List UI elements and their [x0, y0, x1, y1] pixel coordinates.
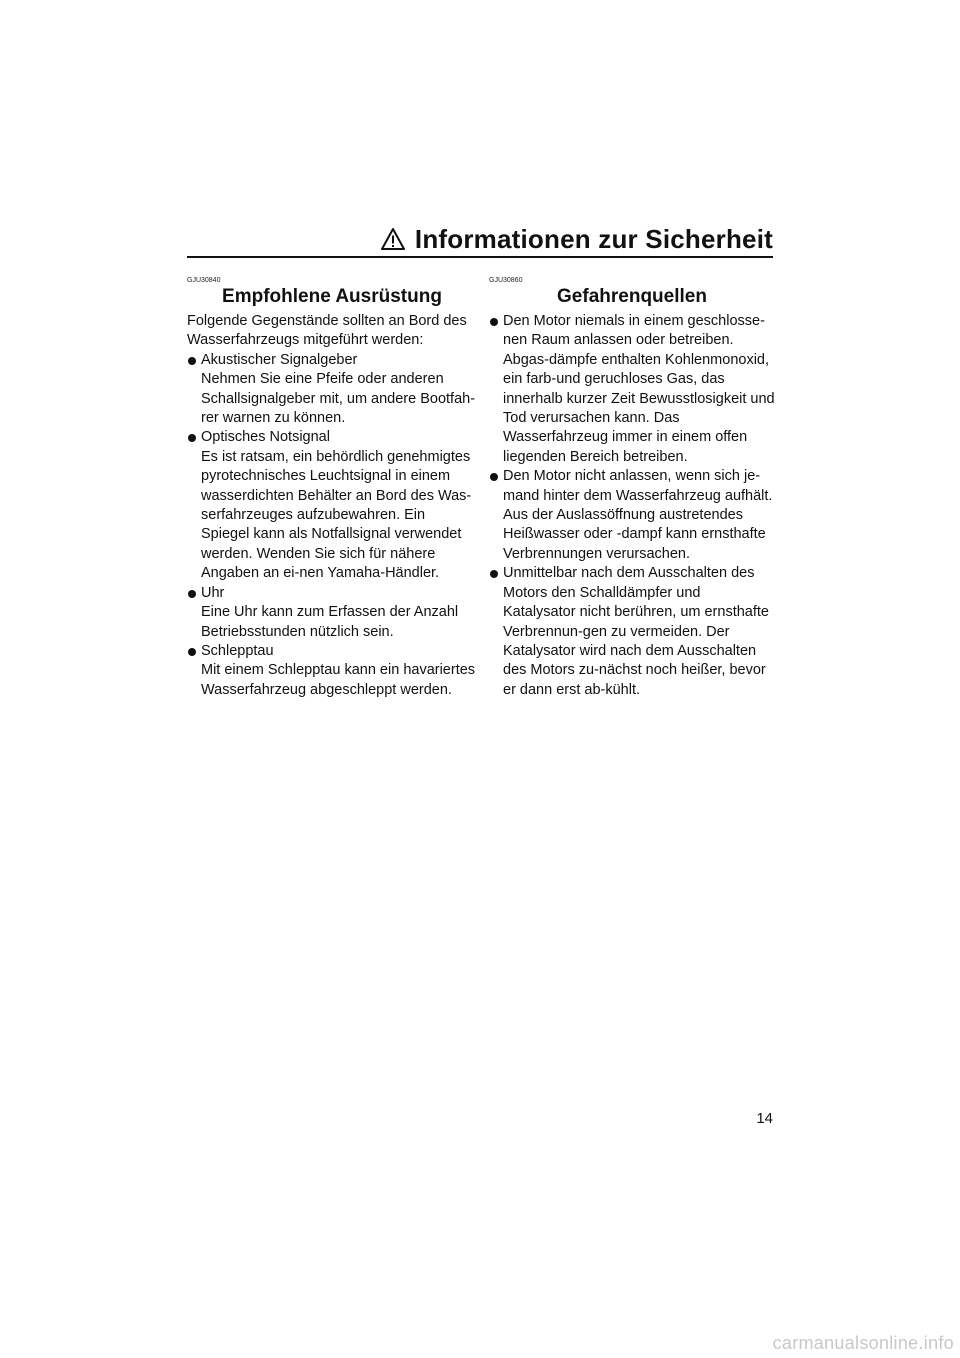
- intro-paragraph: Folgende Gegenstände sollten an Bord des Wasserfahrzeugs mitgeführt werden:: [187, 313, 467, 349]
- list-item-text: Nehmen Sie eine Pfeife oder anderen Schallsignalgeber mit, um andere Bootfah-rer warnen zu können.: [201, 371, 476, 427]
- page-header: [187, 224, 773, 258]
- list-item-title: Optisches Notsignal: [201, 429, 330, 446]
- section-code: GJU30840: [187, 277, 221, 284]
- bullet-icon: [188, 590, 196, 598]
- hazards-list: [489, 312, 775, 700]
- page-title: Informationen zur Sicherheit: [414, 224, 773, 254]
- list-item-title: Uhr: [201, 584, 225, 601]
- list-item-text: Den Motor niemals in einem geschlosse-nen Raum anlassen oder betreiben. Abgas-dämpfe enthalten Kohlenmonoxid, ein farb-und geruchloses Gas, das innerhalb kurzer Zeit Bewusstlosigkeit und Tod verursachen kann. Das Wasserfahrzeug immer in einem offen liegenden Bereich betreiben.: [503, 313, 775, 465]
- list-item-text: Den Motor nicht anlassen, wenn sich je-mand hinter dem Wasserfahrzeug aufhält. Aus der Auslassöffnung austretendes Heißwasser oder -dampf kann ernsthafte Verbrennungen verursachen.: [503, 468, 773, 562]
- bullet-icon: [188, 357, 196, 365]
- section-code: GJU30860: [489, 277, 523, 284]
- list-item-title: Schlepptau: [201, 642, 274, 659]
- bullet-icon: [490, 318, 498, 326]
- list-item-text: Es ist ratsam, ein behördlich genehmigtes pyrotechnisches Leuchtsignal in einem wasserdichten Behälter an Bord des Was-serfahrzeuges aufzubewahren. Ein Spiegel kann als Notfallsignal verwendet werden. Wenden Sie sich für nähere Angaben an ei-nen Yamaha-Händler.: [201, 448, 472, 582]
- list-item-text: Mit einem Schlepptau kann ein havariertes Wasserfahrzeug abgeschleppt werden.: [201, 662, 476, 698]
- left-column: [187, 276, 477, 700]
- list-item: [489, 312, 775, 467]
- list-item-text: Eine Uhr kann zum Erfassen der Anzahl Betriebsstunden nützlich sein.: [201, 604, 459, 640]
- right-column: [489, 276, 775, 700]
- list-item: [489, 564, 775, 700]
- bullet-icon: [490, 570, 498, 578]
- section-title-hazards: Gefahrenquellen: [557, 286, 707, 307]
- list-item: [489, 467, 775, 564]
- equipment-list: [187, 351, 477, 700]
- list-item-text: Unmittelbar nach dem Ausschalten des Motors den Schalldämpfer und Katalysator nicht berühren, um ernsthafte Verbrennun-gen zu vermeiden. Der Katalysator wird nach dem Ausschalten des Motors zu-nächst noch heißer, bevor er dann erst ab-kühlt.: [503, 565, 769, 698]
- page-number: 14: [756, 1110, 773, 1127]
- list-item: [187, 428, 477, 583]
- section-title-recommended-equipment: Empfohlene Ausrüstung: [222, 286, 442, 307]
- bullet-icon: [490, 473, 498, 481]
- list-item: [187, 584, 477, 642]
- list-item: [187, 642, 477, 700]
- header-inner: [381, 224, 773, 254]
- warning-triangle-icon: [381, 227, 405, 251]
- bullet-icon: [188, 434, 196, 442]
- list-item: [187, 351, 477, 429]
- watermark: carmanualsonline.info: [772, 1333, 954, 1353]
- list-item-title: Akustischer Signalgeber: [201, 351, 358, 368]
- bullet-icon: [188, 648, 196, 656]
